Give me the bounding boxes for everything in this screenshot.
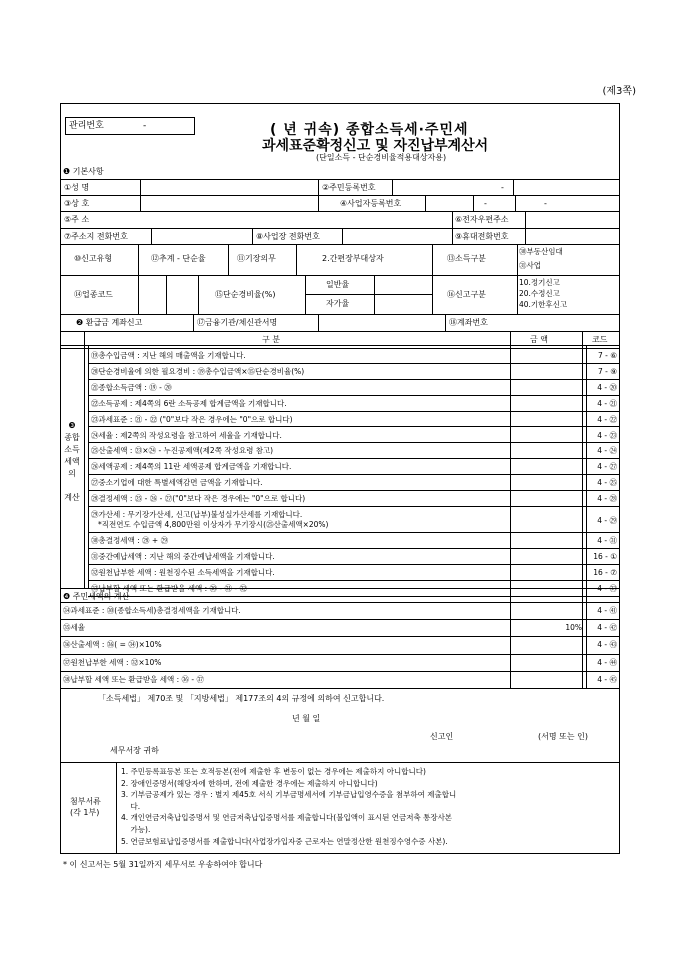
income-option-rental[interactable]: ㉚부동산임대: [519, 247, 563, 256]
resident-row-label: ㊱산출세액 : ㊱( = ㉞)×10%: [63, 640, 162, 650]
resident-number-label: ②주민등록번호: [322, 183, 376, 192]
calc-row-amount[interactable]: [510, 443, 582, 458]
calc-row: [88, 565, 620, 581]
calc-row-amount[interactable]: [510, 533, 582, 548]
calc-row-amount[interactable]: [510, 396, 582, 411]
report-type-label: ⑩신고유형: [74, 254, 113, 263]
calc-row: [88, 364, 620, 380]
calc-row-label: ㉛중간예납세액 : 지난 해의 중간예납세액을 기재합니다.: [91, 551, 275, 561]
calc-row-amount[interactable]: [510, 380, 582, 395]
calc-row-label: ㉝납부할 세액 또는 환급받을 세액 : ㉚ - ㉛ - ㉜: [91, 583, 247, 593]
calc-row-code: 4 - ㉑: [597, 398, 617, 408]
resident-row-label: ㊲원천납부한 세액 : ㉜×10%: [63, 657, 162, 667]
calc-row: [88, 475, 620, 491]
tax-office-label: 세무서장 귀하: [110, 746, 159, 755]
calc-row-label: ㉜원천납부한 세액 : 원천징수된 소득세액을 기재합니다.: [91, 567, 275, 577]
self-rate-label: 자가율: [326, 299, 350, 308]
footnote: * 이 신고서는 5월 31일까지 세무서로 우송하여야 합니다: [63, 860, 263, 869]
resident-row-label: ㉞과세표준 : ㉚(종합소득세)총결정세액을 기재합니다.: [63, 606, 241, 615]
calc-row-amount[interactable]: [510, 507, 582, 532]
calc-row: [88, 428, 620, 444]
bank-label: ⑰금융기관/체신관서명: [197, 318, 278, 327]
attachments-label-2: (각 1부): [70, 808, 100, 817]
account-label: ⑱계좌번호: [449, 318, 488, 327]
attachment-item: 2. 장애인증명서(해당자에 한하며, 전에 제출한 경우에는 제출하지 아니합니다): [121, 778, 378, 788]
income-option-business[interactable]: ㉛사업: [519, 261, 541, 270]
calc-row-amount[interactable]: [510, 565, 582, 580]
home-phone-label: ⑦주소지 전화번호: [64, 232, 128, 241]
calc-row: [88, 507, 620, 533]
calc-row-label: ㉑종합소득금액 : ⑲ - ⑳: [91, 382, 172, 392]
calc-row-amount[interactable]: [510, 475, 582, 490]
filing-option-late[interactable]: 40.기한후신고: [519, 300, 568, 309]
calc-row-code: 4 - ㉔: [597, 446, 617, 456]
calc-row: [88, 549, 620, 565]
resident-row-code: 4 - ㊷: [597, 623, 617, 633]
calc-row: [88, 396, 620, 412]
management-number-dash: -: [143, 121, 147, 131]
calc-row-label: ㉘결정세액 : ㉕ - ㉖ - ㉗("0"보다 작은 경우에는 "0"으로 합니다): [91, 494, 306, 504]
simple-rate-label: ⑮단순경비율(%): [215, 290, 276, 299]
filing-type-label: ⑯신고구분: [447, 290, 486, 299]
resident-row-amount[interactable]: 10%: [565, 623, 582, 633]
calc-row-code: 4 - ㉛: [597, 536, 617, 545]
calc-row-code: 4 - ㉗: [597, 462, 617, 472]
calc-row-amount[interactable]: [510, 428, 582, 443]
attachment-item: 다.: [121, 801, 141, 811]
attachment-item: 4. 개인연금저축납입증명서 및 연금저축납입증명서를 제출합니다(불입액이 표시된 연금저축 통장사본: [121, 813, 453, 823]
calc-row-label: ㉖세액공제 : 제4쪽의 11란 세액공제 합계금액을 기재합니다.: [91, 462, 292, 472]
declaration-law: 「소득세법」 제70조 및 「지방세법」 제177조의 4의 규정에 의하여 신고합니다.: [98, 694, 385, 703]
calc-row-code: 16 - ⑦: [593, 567, 617, 577]
column-code-header: 코드: [592, 335, 608, 344]
calc-row-label: ㉚총결정세액 : ㉘ + ㉙: [91, 536, 169, 545]
calc-row-code: 4 - ㉓: [597, 430, 617, 440]
email-label: ⑥전자우편주소: [455, 215, 509, 224]
resident-row-code: 4 - ㊸: [597, 640, 617, 650]
calc-row-amount[interactable]: [510, 412, 582, 427]
report-type-value[interactable]: ⑫추계 - 단순율: [151, 254, 206, 263]
column-amount-header: 금 액: [530, 335, 548, 344]
calc-row-label: ㉔세율 : 제2쪽의 작성요령을 참고하여 세율을 기재합니다.: [91, 430, 282, 440]
resident-row: [60, 636, 620, 653]
calc-row-amount[interactable]: [510, 459, 582, 474]
calc-row-code: 7 - ⑥: [598, 351, 617, 360]
trade-name-label: ③상 호: [64, 199, 90, 208]
calc-row-label: ㉓과세표준 : ㉑ - ㉒ ("0"보다 작은 경우에는 "0"으로 합니다): [91, 414, 293, 424]
calc-row-label: ㉕산출세액 : ㉓×㉔ - 누진공제액(제2쪽 작성요령 참고): [91, 446, 274, 456]
general-rate-label: 일반율: [326, 280, 350, 289]
column-item-header: 구 분: [262, 335, 280, 344]
bookkeeping-value[interactable]: 2.간편장부대상자: [322, 254, 384, 263]
calc-row-amount[interactable]: [510, 491, 582, 506]
declaration-date: 년 월 일: [292, 714, 321, 723]
bookkeeping-label: ⑪기장의무: [237, 254, 276, 263]
filing-option-amended[interactable]: 20.수정신고: [519, 289, 560, 298]
calc-row-label: ⑳단순경비율에 의한 필요경비 : ⑲총수입금액×⑮단순경비율(%): [91, 366, 305, 376]
calc-row: [88, 533, 620, 549]
calc-row: [88, 443, 620, 459]
form-subtitle: (단일소득 - 단순경비율적용대상자용): [316, 153, 447, 162]
resident-row: [60, 619, 620, 636]
refund-heading: ❷ 환급금 계좌신고: [76, 318, 143, 327]
form-title-2: 과세표준확정신고 및 자진납부계산서: [262, 138, 489, 154]
business-phone-label: ⑧사업장 전화번호: [256, 232, 320, 241]
resident-row-label: ㊳납부할 세액 또는 환급받을 세액 : ㊱ - ㊲: [63, 674, 204, 684]
resident-row: [60, 602, 620, 619]
attachment-item: 5. 연금보험료납입증명서를 제출합니다(사업장가입자중 근로자는 연말정산한 원천징수영수증 사본).: [121, 836, 448, 846]
calc-row-code: 16 - ①: [593, 551, 617, 561]
calc-row-code: 7 - ⑨: [598, 366, 617, 376]
resident-row: [60, 671, 620, 688]
page-label: (제3쪽): [602, 86, 636, 97]
calc-row-code: 4 - ㉙: [597, 516, 617, 525]
calc-row-amount[interactable]: [510, 348, 582, 363]
calc-row-note: *직전연도 수입금액 4,800만원 이상자가 무기장시(㉕산출세액×20%): [98, 520, 329, 529]
calc-row: [88, 459, 620, 475]
calc-row-code: 4 - ㉒: [597, 414, 617, 424]
resident-row-code: 4 - ㊹: [597, 657, 617, 667]
business-number-label: ④사업자등록번호: [340, 199, 402, 208]
resident-section-heading: ❹ 주민세액의 계산: [63, 592, 130, 601]
attachment-item: 가능).: [121, 824, 151, 834]
calc-row-amount[interactable]: [510, 364, 582, 379]
attachments-label: 첨부서류: [70, 797, 101, 806]
name-label: ①성 명: [64, 183, 90, 192]
calc-row: [88, 348, 620, 364]
filer-label: 신고인: [430, 732, 454, 741]
calc-row-amount[interactable]: [510, 549, 582, 564]
calc-side-label: ❸ 종합 소득 세액 의 계산: [64, 421, 80, 502]
calc-row-code: 4 - ㉝: [597, 583, 617, 593]
address-label: ⑤주 소: [64, 215, 90, 224]
attachment-item: 3. 기부금공제가 있는 경우 : 별지 제45호 서식 기부금명세서에 기부금납입영수증을 첨부하여 제출합니: [121, 790, 457, 800]
calc-row-label: ㉗중소기업에 대한 특별세액감면 금액을 기재합니다.: [91, 478, 263, 488]
calc-row: [88, 412, 620, 428]
filing-option-regular[interactable]: 10.정기신고: [519, 278, 560, 287]
income-type-label: ⑬소득구분: [447, 254, 486, 263]
industry-code-label: ⑭업종코드: [74, 290, 113, 299]
calc-row-label: ⑲총수입금액 : 지난 해의 매출액을 기재합니다.: [91, 351, 246, 360]
mobile-label: ⑨휴대전화번호: [455, 232, 509, 241]
calc-row: [88, 491, 620, 507]
signature-label[interactable]: (서명 또는 인): [538, 732, 588, 741]
calc-row: [88, 380, 620, 396]
resident-row-code: 4 - ㊶: [597, 606, 617, 615]
management-number-label: 관리번호: [69, 121, 104, 131]
calc-row-label: ㉙가산세 : 무기장가산세, 신고(납부)불성실가산세를 기재합니다.: [91, 510, 303, 519]
resident-row: [60, 654, 620, 671]
resident-row-code: 4 - ㊺: [597, 674, 617, 684]
attachment-item: 1. 주민등록표등본 또는 호적등본(전에 제출한 후 변동이 없는 경우에는 제출하지 아니합니다): [121, 767, 426, 776]
calc-row-code: 4 - ㉘: [597, 494, 617, 504]
section-basic-heading: ❶ 기본사항: [63, 167, 104, 176]
calc-row-label: ㉒소득공제 : 제4쪽의 6란 소득공제 합계금액을 기재합니다.: [91, 398, 287, 408]
calc-row-code: 4 - ⑳: [597, 382, 617, 392]
form-title: ( 년 귀속) 종합소득세·주민세: [270, 122, 469, 138]
calc-row-code: 4 - ㉕: [597, 478, 617, 488]
resident-row-label: ㉟세율: [63, 623, 85, 633]
